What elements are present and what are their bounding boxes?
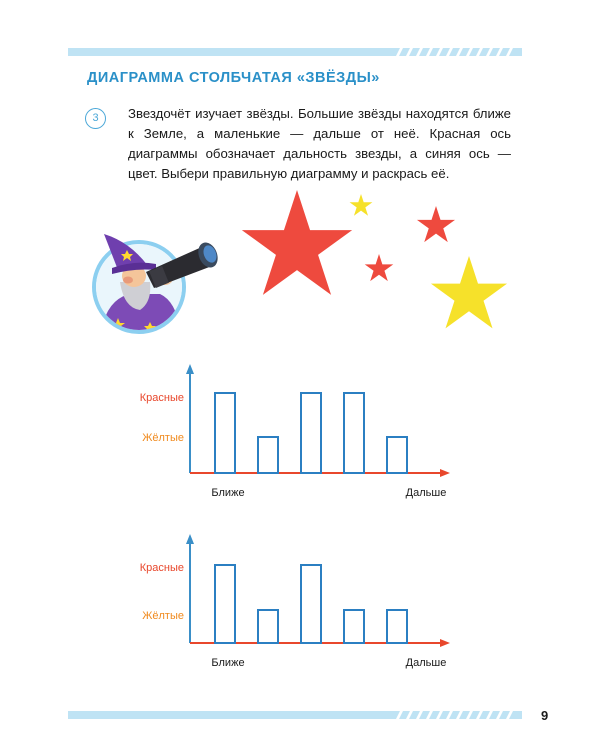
illustration	[0, 190, 600, 360]
top-decorative-band	[68, 48, 522, 56]
task-instructions: Звездочёт изучает звёзды. Большие звёзды находятся ближе к Земле, а маленькие — дальше от неё. Красная ось диаграммы обозначает дальность звезды, а синяя ось — цвет. Выбери правильную диаграмму и раскрась её.	[128, 106, 511, 181]
page-title: ДИАГРАММА СТОЛБЧАТАЯ «ЗВЁЗДЫ»	[87, 70, 380, 86]
x-label-farther: Дальше	[405, 487, 447, 499]
bars-group[interactable]	[215, 393, 407, 473]
y-label-yellow: Жёлтые	[142, 610, 184, 622]
bar-chart-2	[120, 530, 460, 680]
x-axis-arrow	[440, 469, 450, 477]
bar-3[interactable]	[301, 393, 321, 473]
page-number: 9	[541, 708, 549, 723]
bar-chart-1	[120, 360, 460, 510]
bar-2[interactable]	[258, 610, 278, 643]
y-label-red: Красные	[139, 392, 184, 404]
y-axis-arrow	[186, 364, 194, 374]
x-label-farther: Дальше	[405, 657, 447, 669]
y-label-red: Красные	[139, 562, 184, 574]
bar-5[interactable]	[387, 437, 407, 473]
x-axis-arrow	[440, 639, 450, 647]
bar-4[interactable]	[344, 610, 364, 643]
stargazer-wizard-icon	[94, 234, 184, 340]
y-label-yellow: Жёлтые	[142, 432, 184, 444]
bar-4[interactable]	[344, 393, 364, 473]
bar-2[interactable]	[258, 437, 278, 473]
x-label-closer: Ближе	[211, 657, 245, 669]
bars-group[interactable]	[215, 565, 407, 643]
y-axis-arrow	[186, 534, 194, 544]
bar-1[interactable]	[215, 565, 235, 643]
bar-3[interactable]	[301, 565, 321, 643]
bottom-decorative-band	[68, 711, 522, 719]
band-chevron-pattern	[392, 711, 522, 719]
bar-5[interactable]	[387, 610, 407, 643]
x-label-closer: Ближе	[211, 487, 245, 499]
task-number-badge: 3	[85, 108, 106, 129]
bar-1[interactable]	[215, 393, 235, 473]
band-chevron-pattern	[392, 48, 522, 56]
star-icon	[242, 190, 507, 328]
